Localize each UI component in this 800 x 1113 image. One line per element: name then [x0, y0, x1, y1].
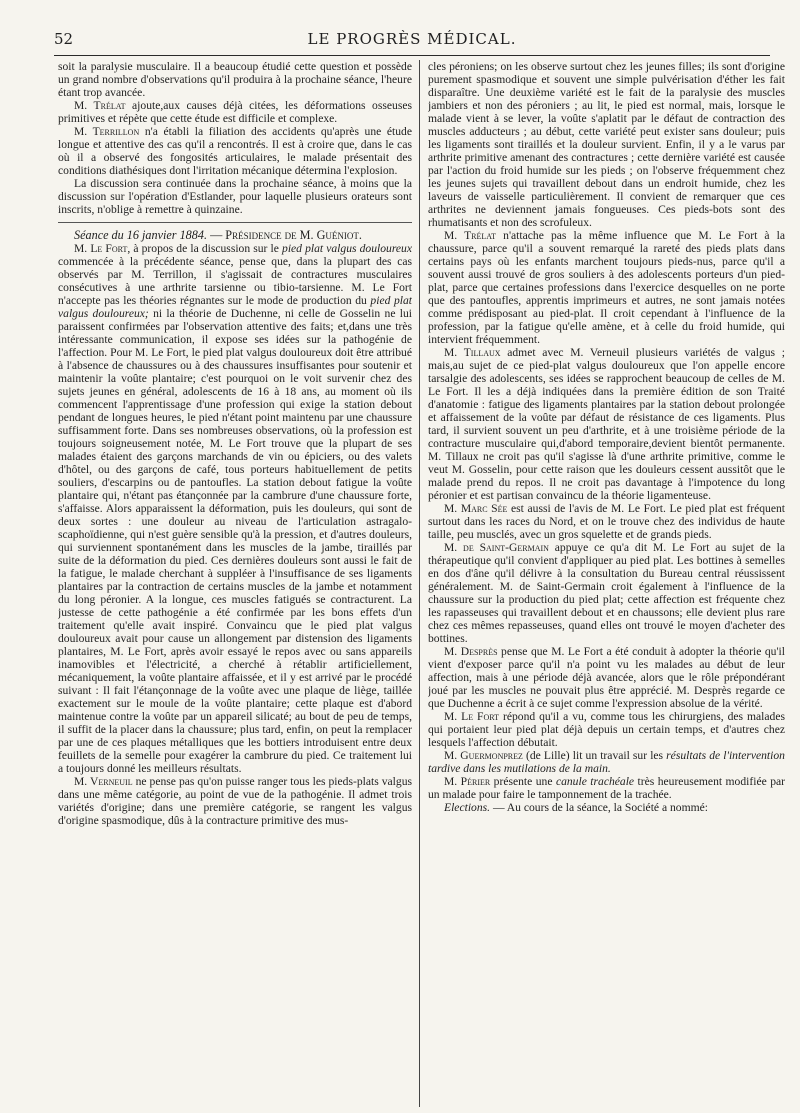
paragraph-text: n'a établi la filiation des accidents qu'après une étude longue et attentive des cas qu'il a rencontrés. Il est à croire que, dans le cas où il a observé des fongosités articulaires, le malade présentait des conditions diathésiques dont l'irritation mécanique détermina l'explosion.: [58, 125, 412, 177]
paragraph-text: — Au cours de la séance, la Société a nommé:: [490, 801, 709, 814]
speaker-name: M. Trélat: [74, 99, 126, 112]
paragraph-text: appuye ce qu'a dit M. Le Fort au sujet de la thérapeutique qu'il convient d'appliquer au pied plat. Les bottines à semelles en dos d'âne qu'il délivre à la consultation du Bureau central réussissent généralement. M. de Saint-Germain croit également à l'influence de la chaussure sur la production du pied plat; cette affection est fréquente chez les rapasseuses qui travaillent debout et en chaussons; elle devient plus rare chez ces mêmes repasseuses, quand elles ont trouvé le moyen d'acheter des bottines.: [428, 541, 785, 645]
paragraph: [428, 801, 785, 814]
italic-term: pied plat valgus douloureux;: [58, 294, 412, 320]
speaker-name: M. Trélat: [444, 229, 497, 242]
paragraph: [58, 775, 412, 827]
paragraph-text: pense que M. Le Fort a été conduit à adopter la théorie qu'il vient d'exposer parce qu'il n'a point vu les malades au début de leur affection, mais à une période déjà avancée, alors que le rôle prépondérant joué par les muscles ne pouvait plus être apprécié. M. Desprès regarde ce que Duchenne a écrit à ce sujet comme l'expression absolue de la vérité.: [428, 645, 785, 710]
paragraph: [428, 60, 785, 229]
speaker-name: M. Le Fort: [444, 710, 500, 723]
paragraph-text: répond qu'il a vu, comme tous les chirurgiens, des malades qui portaient leur pied plat déjà depuis un certain temps, et d'autres chez lesquels l'affection débutait.: [428, 710, 785, 749]
section-divider: [58, 222, 412, 223]
session-date: Séance du 16 janvier 1884.: [74, 228, 208, 242]
italic-term: canule trachéale: [555, 775, 635, 788]
page-number: 52: [54, 30, 74, 48]
paragraph: [58, 125, 412, 177]
speaker-name: M. Tillaux: [444, 346, 501, 359]
italic-term: pied plat valgus douloureux: [282, 242, 412, 255]
paragraph-text: très heureusement modifiée par un malade pour faire le tamponnement de la trachée.: [428, 775, 785, 801]
speaker-name: M. Verneuil: [74, 775, 133, 788]
paragraph: [58, 60, 412, 99]
paragraph-text: est aussi de l'avis de M. Le Fort. Le pied plat est fréquent surtout dans les races du Nord, et on le trouve chez des individus de haute taille, peu musclés, avec un gros squelette et de grands pieds.: [428, 502, 785, 541]
paragraph-text: La discussion sera continuée dans la prochaine séance, à moins que la discussion sur l'opération d'Estlander, pour laquelle plusieurs orateurs sont inscrits, n'oblige à remettre à quinzaine.: [58, 177, 412, 216]
paragraph: [58, 99, 412, 125]
italic-term: Elections.: [444, 801, 491, 814]
italic-term: résultats de l'intervention tardive dans les mutilations de la main.: [428, 749, 785, 775]
paragraph-text: ajoute,aux causes déjà citées, les déformations osseuses primitives et répète que cette étude est difficile et complexe.: [58, 99, 412, 125]
paragraph-text: admet avec M. Verneuil plusieurs variétés de valgus ; mais,au sujet de ce pied-plat valgus douloureux que l'on appelle encore tarsalgie des adolescents, ses idées se rapprochent beaucoup de celles de M. Le Fort. Il les a déjà indiquées dans la première édition de son Traité d'anatomie : fatigue des ligaments plantaires par la station debout prolongée et affaissement de la voûte par défaut de résistance de ces ligaments. Plus tard, il survient souvent un peu d'arthrite, et à une troisième période de la contracture musculaire qui,d'abord temporaire,devient bientôt permanente. M. Tillaux ne croit pas qu'il s'agisse là d'une arthrite primitive, comme le veut M. Gosselin, pour cette raison que les douleurs cessent aussitôt que le malade prend du repos. Il ne croit pas davantage à l'impotence du long péronier et est partisan convaincu de la théorie ligamenteuse.: [428, 346, 785, 502]
paragraph: [428, 541, 785, 645]
paragraph-text: commencée à la précédente séance, pense que, dans la plupart des cas observés par M. Terrillon, il s'agissait de contractures musculaires consécutives à une arthrite tarsienne ou tibio-tarsienne. M. Le Fort n'accepte pas les théories régnantes sur le mode de production du: [58, 255, 412, 307]
right-column: [428, 60, 785, 1107]
speaker-name: M. Périer: [444, 775, 491, 788]
paragraph: [428, 645, 785, 710]
paragraph-text: (de Lille) lit un travail sur les: [522, 749, 667, 762]
paragraph-text: cles péroniens; on les observe surtout chez les jeunes filles; ils sont d'origine purement spasmodique et souvent une simple pulvérisation d'éther les fait disparaître. Une deuxième variété est le fait de la paralysie des muscles jambiers et non des péroniers ; au lit, le pied est normal, mais, lorsque le malade vient à se lever, la voûte s'aplatit par le défaut de contraction des muscles adducteurs ; au début, cette variété peut exister sans douleur; puis les ligaments sont tiraillés et la douleur survient. Enfin, il y a le varus par arthrite primitive amenant des contractures ; cette dernière variété est causée par l'action du froid humide sur les pieds ; on l'observe fréquemment chez les jeunes sujets qui travaillent debout dans un endroit humide, chez les laveurs de vaisselle particulièrement. Il convient de remarquer que ces arthrites ne deviennent jamais fongueuses. Ces pieds-bots sont des rhumatisants et non des scrofuleux.: [428, 60, 785, 229]
paragraph-text: présente une: [490, 775, 556, 788]
header-rule: [54, 55, 770, 56]
paragraph-text: à propos de la discussion sur le: [130, 242, 283, 255]
paragraph: [428, 775, 785, 801]
column-divider: [419, 60, 420, 1107]
speaker-name: M. Marc Sée: [444, 502, 508, 515]
paragraph-text: n'attache pas la même influence que M. Le Fort à la chaussure, parce qu'il a souvent remarqué la rareté des pieds plats dans certains pays où les enfants marchent toujours pieds-nus, parce qu'il a souvent aussi trouvé de gros souliers à des adolescents porteurs d'un pied-plat, parce que certaines professions dans l'exercice desquelles on ne porte que des pantoufles, apprentis imprimeurs et autres, ne sont jamais notées comme prédisposant au pied-plat. Il croit cependant à l'influence de la profession, par la fatigue qu'elle amène, et à celle du froid humide, qui intervient fréquemment.: [428, 229, 785, 346]
paragraph-text: ne pense pas qu'on puisse ranger tous les pieds-plats valgus dans une même catégorie, au point de vue de la pathogénie. Il admet trois variétés d'origine; dans une première catégorie, se rangent les valgus d'origine spasmodique, dûs à la contracture primitive des mus-: [58, 775, 412, 827]
speaker-name: M. de Saint-Germain: [444, 541, 549, 554]
paragraph: [58, 177, 412, 216]
speaker-name: M. Terrillon: [74, 125, 140, 138]
paragraph: [428, 710, 785, 749]
journal-title: LE PROGRÈS MÉDICAL.: [307, 30, 517, 48]
speaker-name: M. Le Fort,: [74, 242, 131, 255]
session-presidency: — Présidence de M. Guéniot.: [207, 228, 362, 242]
paragraph: [428, 749, 785, 775]
page-header: [54, 30, 770, 52]
paragraph: [428, 502, 785, 541]
paragraph: [428, 346, 785, 502]
speaker-name: M. Desprès: [444, 645, 498, 658]
paragraph-text: ni la théorie de Duchenne, ni celle de Gosselin ne lui paraissent confirmées par l'observation attentive des faits; et,dans une très intéressante communication, il expose ses idées sur la pathogénie de l'affection. Pour M. Le Fort, le pied plat valgus douloureux doit être attribué à l'absence de chaussures ou à des chaussures insuffisantes pour soutenir et maintenir la voûte plantaire; c'est pourquoi on le voit survenir chez des sujets jeunes en général, adolescents de 16 à 18 ans, au moment où ils commencent l'apprentissage d'une profession qui exige la station debout pendant de longues heures, le pied n'étant point maintenu par une chaussure suffisamment forte. Dans ses nombreuses observations, où la profession est toujours soigneusement notée, M. Le Fort trouve que la plupart de ses malades étaient des garçons marchands de vin ou épiciers, ou des valets d'hôtel, ou des garçons de café, tous porteurs habituellement de petits souliers, d'escarpins ou de pantoufles. La station debout fatigue la voûte plantaire qui, n'étant pas étançonnée par la cambrure d'une chaussure forte, s'affaisse. Alors apparaissent la déformation, puis les douleurs, qui sont de deux sortes : une douleur au niveau de l'articulation astragalo-scaphoïdienne, qui n'est guère sensible qu'à la pression, et d'autres douleurs, qui surviennent spontanément dans les muscles de la jambe, tiraillés par suite de la déformation du pied. Ces dernières douleurs sont aussi le fait de la fatigue, le malade cherchant à suppléer à l'insuffisance de ses ligaments plantaires par la contraction de certains muscles de la jambe et notamment du long péronier. A la longue, ces muscles fatigués se contracturent. La justesse de cette pathogénie a été confirmée par les bons effets d'un traitement qu'elle avait inspiré. Convaincu que le pied plat valgus douloureux avait pour cause un allongement par distension des ligaments plantaires, M. Le Fort, après avoir essayé le repos avec ou sans appareils inamovibles et l'électricité, a cherché à rétablir artificiellement, mécaniquement, la voûte plantaire affaissée, et il y est arrivé par le procédé suivant : Il fait l'étançonnage de la voûte avec une plaque de liège, taillée exactement sur le moule de la voûte plantaire; cette plaque est d'abord maintenue contre la voûte par un appareil silicaté; au bout de peu de temps, il suffit de la placer dans la chaussure; plus tard, enfin, on peut la remplacer par une de ces plaques métalliques que les bottiers introduisent entre deux feuillets de la semelle pour exagérer la cambrure du pied. Ce traitement lui a toujours donné les meilleurs résultats.: [58, 307, 412, 775]
paragraph: [58, 242, 412, 775]
left-column: [58, 60, 412, 1107]
paragraph: [428, 229, 785, 346]
paragraph-text: soit la paralysie musculaire. Il a beaucoup étudié cette question et possède un grand nombre d'observations qu'il produira à la prochaine séance, l'heure étant trop avancée.: [58, 60, 412, 99]
speaker-name: M. Guermonprez: [444, 749, 523, 762]
session-heading: [58, 229, 412, 242]
